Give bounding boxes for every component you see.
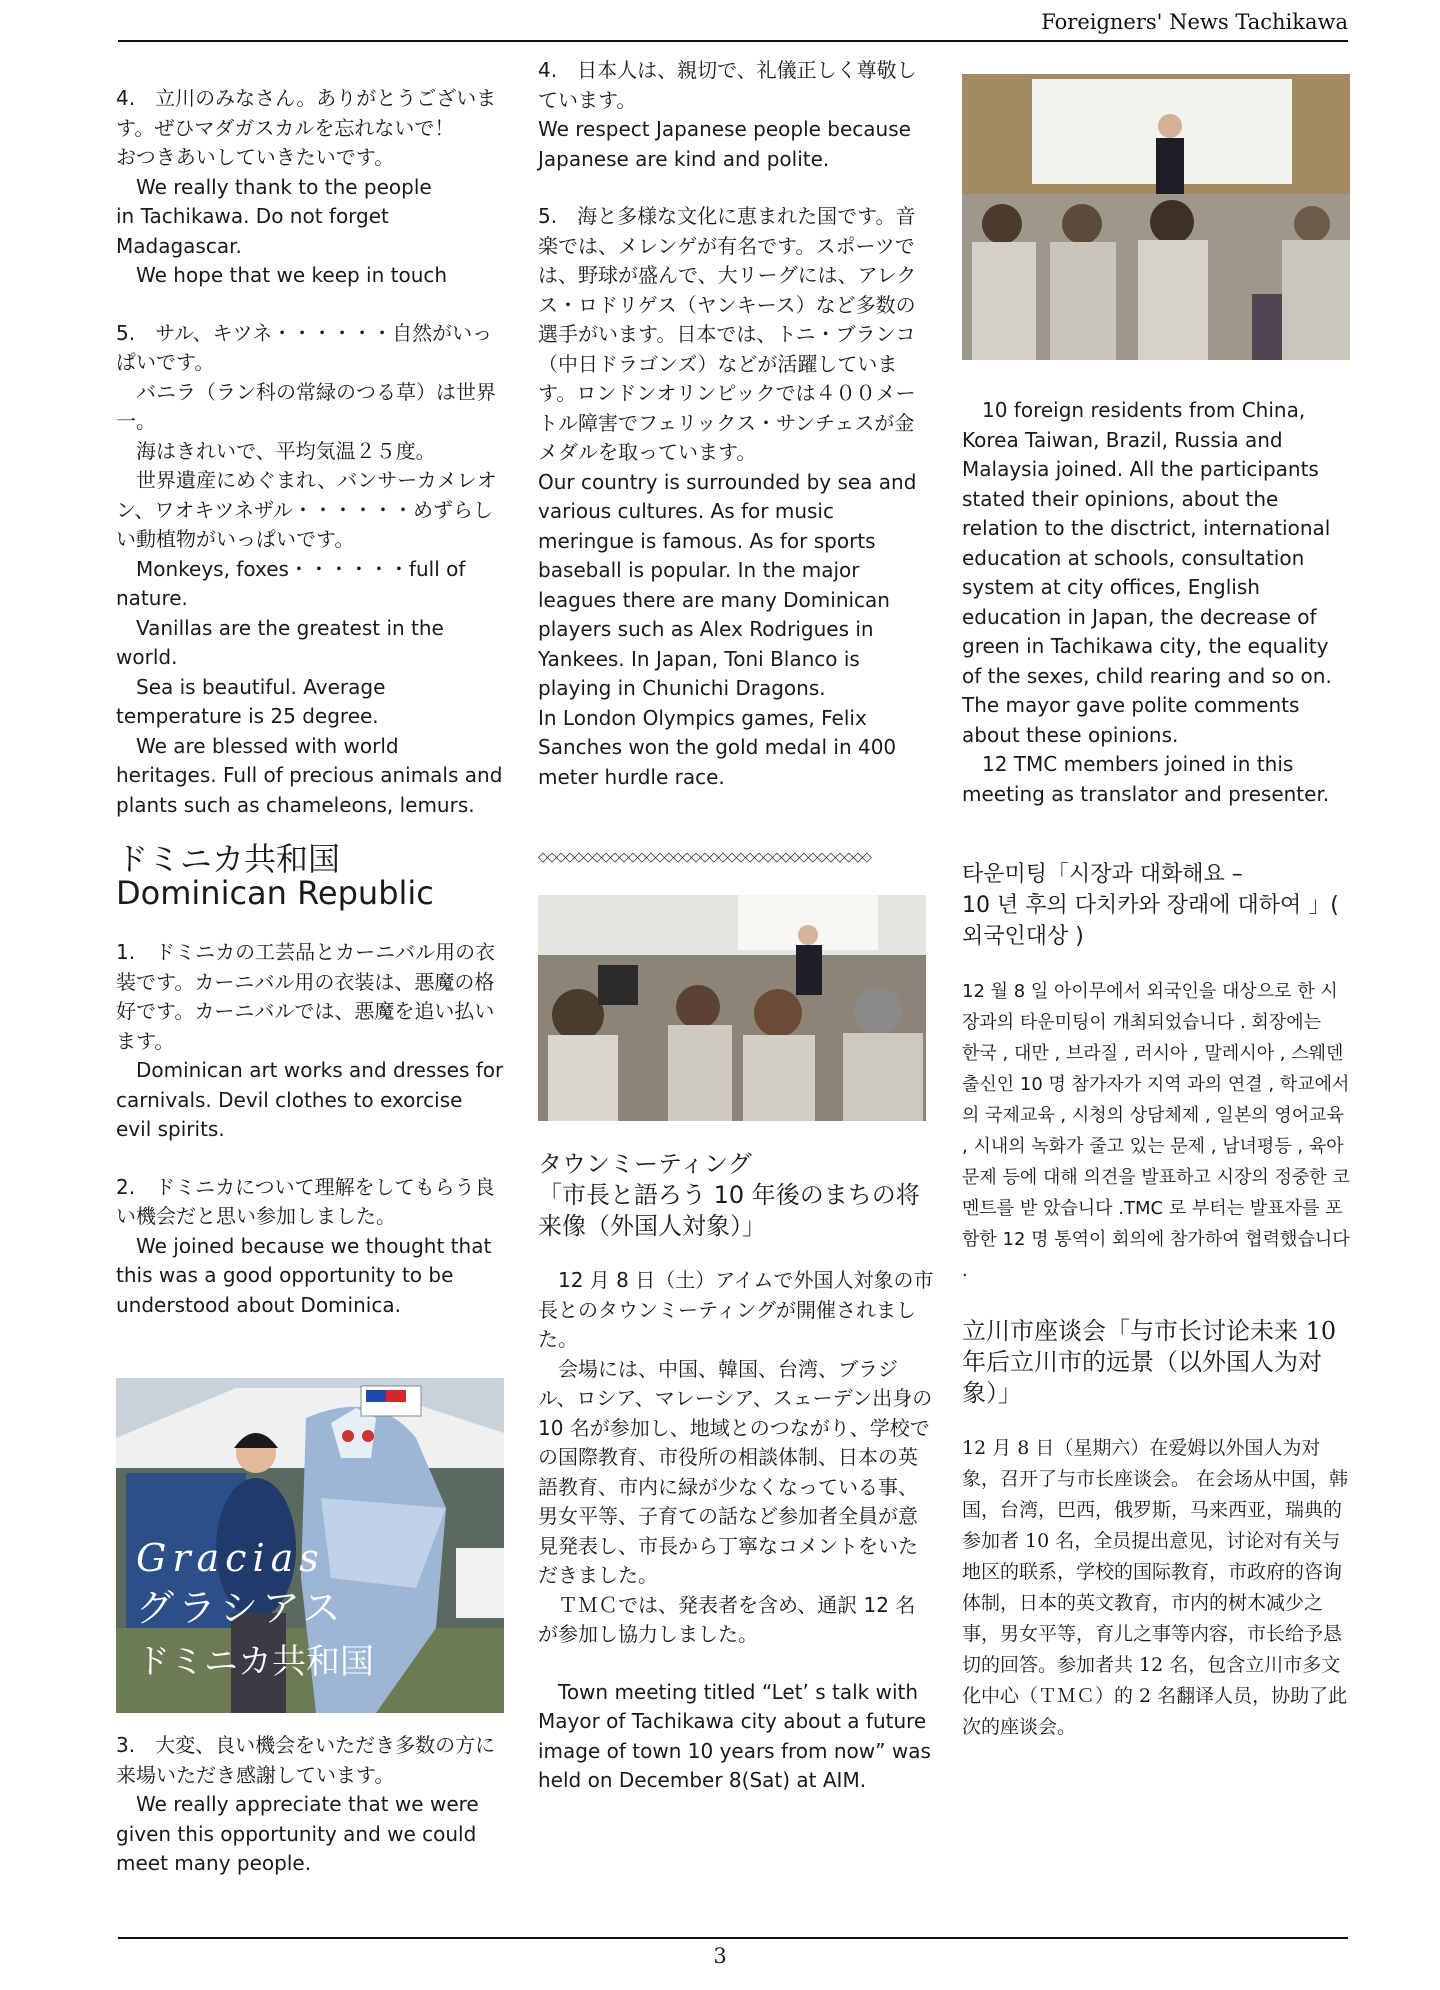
town-meeting-body-en-continued: 10 foreign residents from China, Korea Taiwan, Brazil, Russia and Malaysia joined. All the participants stated their opinions, about the relation to the disctrict, international education at schools, consultation system at city offices, English education in Japan, the decrease of green in Tachikawa city, the equality of the sexes, child rearing and so on. The mayor gave polite comments about these opinions. 12 TMC members joined in this meeting as translator and presenter.	[962, 398, 1332, 806]
column-left	[116, 52, 504, 1879]
town-meeting-body-ko: 12 월 8 일 아이무에서 외국인을 대상으로 한 시장과의 타운미팅이 개최되었습니다 . 회장에는 한국 , 대만 , 브라질 , 러시아 , 말레시아 , 스웨덴 출신인 10 명 참가자가 지역 과의 연결 , 학교에서의 국제교육 , 시청의 상담체제 , 일본의 영어교육 , 시내의 녹화가 줄고 있는 문제 , 남녀평등 , 육아문제 등에 대해 의견을 발표하고 시장의 정중한 코멘트를 받 았습니다 .TMC 로 부터는 발표자를 포함한 12 명 통역이 회의에 참가하여 협력했습니다 .	[962, 981, 1350, 1281]
town-meeting-photo-mayor	[962, 74, 1350, 360]
dominican-answer-5: 5. 海と多様な文化に恵まれた国です。音楽では、メレンゲが有名です。スポーツでは、野球が盛んで、大リーグには、アレクス・ロドリゲス（ヤンキース）など多数の選手がいます。日本では、トニ・ブランコ（中日ドラゴンズ）などが活躍しています。ロンドンオリンピックでは４００メートル障害でフェリックス・サンチェスが金メダルを取っています。 Our country is surrounded by sea and various cultures. As for music meringue is famous. As for sports baseball is popular. In the major leagues there are many Dominican players such as Alex Rodrigues in Yankees. In Japan, Toni Blanco is playing in Chunichi Dragons. In London Olympics games, Felix Sanches won the gold medal in 400 meter hurdle race.	[538, 204, 917, 789]
photo-caption-gracias-katakana: グラシアス	[136, 1586, 345, 1630]
town-meeting-photo-audience	[538, 895, 926, 1121]
town-meeting-title-ja: タウンミーティング 「市長と語ろう 10 年後のまちの将来像（外国人対象）」	[538, 1150, 920, 1240]
newsletter-title: Foreigners' News Tachikawa	[1041, 10, 1348, 34]
meeting-audience-image	[538, 895, 926, 1121]
section-divider: ◇◇◇◇◇◇◇◇◇◇◇◇◇◇◇◇◇◇◇◇◇◇◇◇◇◇◇◇◇◇◇◇◇◇◇◇◇	[538, 850, 871, 865]
town-meeting-body-zh: 12 月 8 日（星期六）在爱姆以外国人为对象，召开了与市长座谈会。 在会场从中国，韩国，台湾，巴西，俄罗斯，马来西亚，瑞典的参加者 10 名，全员提出意见，讨论对有关与地区的联系，学校的国际教育，市政府的咨询体制，日本的英文教育，市内的树木减少之事，男女平等，育儿之事等内容，市长给予恳切的回答。参加者共 12 名，包含立川市多文化中心（ＴＭＣ）的 2 名翻译人员，协助了此次的座谈会。	[962, 1437, 1349, 1738]
town-meeting-title-ko: 타운미팅「시장과 대화해요 – 10 년 후의 다치카와 장래에 대하여 」( 외국인대상 )	[962, 862, 1339, 949]
dominican-answer-1: 1. ドミニカの工芸品とカーニバル用の衣装です。カーニバル用の衣装は、悪魔の格好です。カーニバルでは、悪魔を追い払います。 Dominican art works and dresses for carnivals. Devil clothes to exorcise evil spirits.	[116, 940, 504, 1141]
dominican-answer-2: 2. ドミニカについて理解をしてもらう良い機会だと思い参加しました。 We joined because we thought that this was a good opportunity to be understood about Dominica.	[116, 1174, 495, 1317]
section-title-dominican-republic: ドミニカ共和国 Dominican Republic	[116, 840, 434, 912]
page-header	[118, 8, 1348, 42]
photo-caption-gracias: Gracias	[136, 1536, 325, 1580]
town-meeting-body-ja: 12 月 8 日（土）アイムで外国人対象の市長とのタウンミーティングが開催されました。 会場には、中国、韓国、台湾、ブラジル、ロシア、マレーシア、スェーデン出身の 10 名が参加し、地域とのつながり、学校での国際教育、市役所の相談体制、日本の英語教育、市内に緑が少なくなっている事、男女平等、子育ての話など参加者全員が意見発表し、市長から丁寧なコメントをいただきました。 ＴＭＣでは、発表者を含め、通訳 12 名が参加し協力しました。	[538, 1268, 934, 1646]
photo-caption-dominican: ドミニカ共和国	[136, 1642, 374, 1682]
booth-photo-image	[116, 1378, 504, 1713]
page-number: 3	[713, 1944, 727, 1968]
town-meeting-body-en: Town meeting titled “Let’ s talk with Mayor of Tachikawa city about a future image of town 10 years from now” was held on December 8(Sat) at AIM.	[538, 1679, 931, 1792]
madagascar-answer-4: 4. 立川のみなさん。ありがとうございます。ぜひマダガスカルを忘れないで！ おつきあいしていきたいです。 We really thank to the people in Tachikawa. Do not forget Madagascar. We hope that we keep in touch	[116, 86, 497, 287]
dominican-answer-4: 4. 日本人は、親切で、礼儀正しく尊敬しています。 We respect Japanese people because Japanese are kind and polite.	[538, 58, 917, 171]
dominican-booth-photo	[116, 1378, 504, 1713]
footer-rule	[118, 1937, 1348, 1939]
madagascar-answer-5: 5. サル、キツネ・・・・・・自然がいっぱいです。 バニラ（ラン科の常緑のつる草）は世界一。 海はきれいで、平均気温２５度。 世界遺産にめぐまれ、バンサーカメレオン、ワオキツネザル・・・・・・めずらしい動植物がいっぱいです。 Monkeys, foxes・・・・・・full of nature. Vanillas are the greatest in the world. Sea is beautiful. Average temperature is 25 degree. We are blessed with world heritages. Full of precious animals and plants such as chameleons, lemurs.	[116, 320, 503, 817]
town-meeting-title-zh: 立川市座谈会「与市长讨论未来 10 年后立川市的远景（以外国人为对象）」	[962, 1317, 1337, 1407]
column-middle	[538, 52, 934, 1796]
column-right	[962, 52, 1350, 1743]
dominican-answer-3: 3. 大変、良い機会をいただき多数の方に来場いただき感謝しています。 We really appreciate that we were given this opportunity and we could meet many people.	[116, 1733, 496, 1875]
meeting-mayor-image	[962, 74, 1350, 360]
